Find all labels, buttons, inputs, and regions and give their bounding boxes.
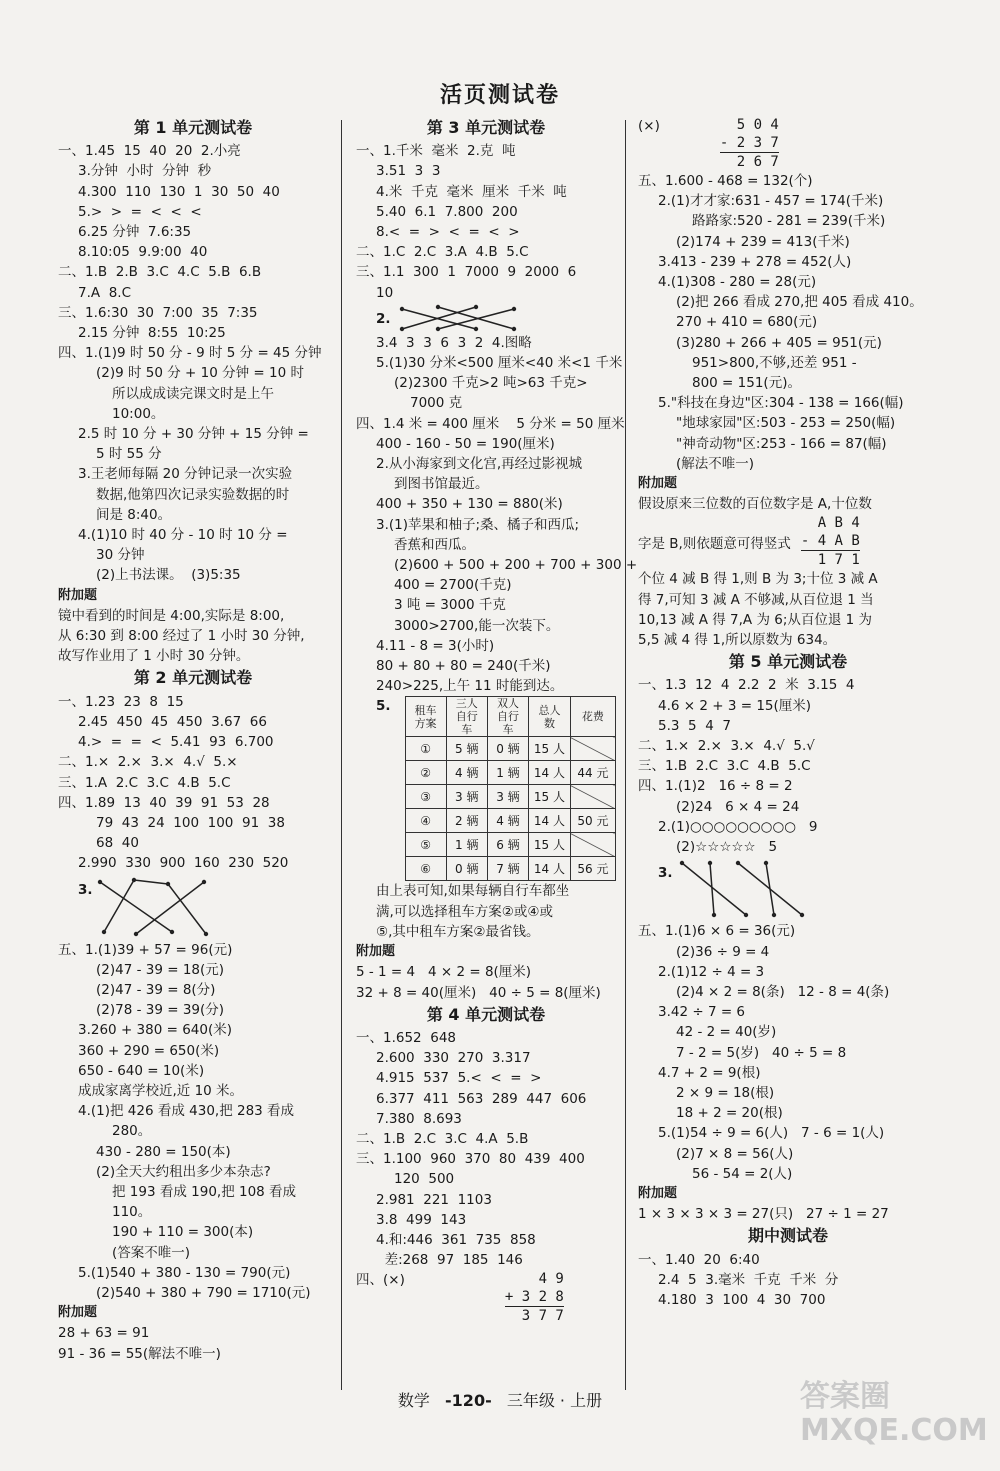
table-cell: [570, 737, 615, 761]
answer-line: 4.(1)把 426 看成 430,把 283 看成: [78, 1103, 295, 1120]
table-cell: 5 辆: [446, 737, 487, 761]
answer-line: 650 - 640 = 10(米): [78, 1062, 205, 1079]
answer-line: ⑤,其中租车方案②最省钱。: [376, 923, 540, 940]
calc-operand: - 2 3 7: [719, 135, 779, 151]
matching-lines: [674, 857, 814, 921]
answer-line: 3 吨 = 3000 千克: [394, 597, 506, 614]
answer-line: (2)全天大约租出多少本杂志?: [96, 1163, 271, 1180]
answer-line: 280。: [112, 1123, 152, 1140]
answer-line: 3.51 3 3: [376, 163, 441, 180]
page-number: -120-: [445, 1391, 492, 1410]
table-cell: 15 人: [529, 785, 571, 809]
footer-subject: 数学: [397, 1391, 430, 1410]
answer-line: 5.3 5 4 7: [658, 717, 731, 734]
answer-line: (2)上书法课。 (3)5:35: [96, 567, 241, 584]
calc-label: 四、(×): [356, 1272, 405, 1289]
answer-line: 10:00。: [112, 405, 165, 422]
answer-line: 1 × 3 × 3 × 3 = 27(只) 27 ÷ 1 = 27: [638, 1206, 889, 1223]
answer-line: 7 - 2 = 5(岁) 40 ÷ 5 = 8: [676, 1044, 847, 1061]
answer-line: 5.40 6.1 7.800 200: [376, 203, 518, 220]
answer-line: 4.6 × 2 + 3 = 15(厘米): [658, 697, 812, 714]
answer-line: 270 + 410 = 680(元): [676, 314, 818, 331]
answer-line: 6.25 分钟 7.6:35: [78, 224, 192, 241]
calc-label: (×): [638, 118, 660, 134]
answer-line: 把 193 看成 190,把 108 看成: [112, 1183, 297, 1200]
table-cell: ②: [405, 761, 446, 785]
answer-line: 3.(1)苹果和柚子;桑、橘子和西瓜;: [376, 516, 580, 533]
answer-line: 一、1.40 20 6:40: [638, 1251, 760, 1268]
answer-line: 3.260 + 380 = 640(米): [78, 1022, 233, 1039]
answer-line: 一、1.千米 毫米 2.克 吨: [356, 143, 516, 160]
answer-line: 五、1.(1)39 + 57 = 96(元): [58, 941, 233, 958]
answer-line: (2)78 - 39 = 39(分): [96, 1002, 225, 1019]
answer-line: 一、1.45 15 40 20 2.小亮: [58, 143, 241, 160]
answer-line: 5.(1)30 分米<500 厘米<40 米<1 千米: [376, 355, 623, 372]
watermark-line: 答案圈: [800, 1379, 890, 1414]
section-heading: 第 4 单元测试卷: [426, 1004, 546, 1024]
answer-line: 28 + 63 = 91: [58, 1325, 150, 1342]
answer-line: 3.413 - 239 + 278 = 452(人): [658, 253, 852, 270]
answer-line: (3)280 + 266 + 405 = 951(元): [676, 334, 882, 351]
calc-operand: - 4 A B: [800, 533, 860, 550]
answer-line: (2)2300 千克>2 吨>63 千克>: [394, 375, 588, 392]
answer-line: 5.> > = < < <: [78, 203, 202, 220]
answer-line: 4.7 + 2 = 9(根): [658, 1064, 761, 1081]
calc-top: 5 0 4: [736, 117, 779, 133]
answer-line: 四、1.(1)9 时 50 分 - 9 时 5 分 = 45 分钟: [58, 345, 322, 362]
calc-top: A B 4: [817, 515, 860, 532]
answer-line: 2.45 450 45 450 3.67 66: [78, 713, 267, 730]
answer-line: 80 + 80 + 80 = 240(千米): [376, 658, 551, 675]
answer-line: 400 + 350 + 130 = 880(米): [376, 496, 563, 513]
answer-line: 故写作业用了 1 小时 30 分钟。: [58, 648, 250, 665]
table-row: [405, 785, 615, 809]
answer-line: 四、1.4 米 = 400 厘米 5 分米 = 50 厘米: [356, 415, 625, 432]
answer-line: 7000 克: [410, 395, 463, 412]
table-cell: 15 人: [529, 737, 571, 761]
answer-line: 五、1.(1)6 × 6 = 36(元): [638, 923, 796, 940]
answer-line: 10,13 减 A 得 7,A 为 6;从百位退 1 为: [638, 611, 873, 628]
connector-line: [136, 882, 204, 934]
answer-line: 三、1.6:30 30 7:00 35 7:35: [58, 304, 258, 321]
answer-line: 2.(1)○○○○○○○○○ 9: [658, 818, 818, 835]
answer-line: 2.(1)才才家:631 - 457 = 174(千米): [658, 193, 884, 210]
table-header: 租车方案: [405, 697, 446, 737]
answer-line: 3.分钟 小时 分钟 秒: [78, 163, 212, 180]
answer-line: 91 - 36 = 55(解法不唯一): [58, 1345, 221, 1362]
page-title: 活页测试卷: [439, 83, 560, 108]
answer-line: (解法不唯一): [676, 455, 755, 472]
section-heading: 第 5 单元测试卷: [728, 652, 848, 672]
footer-grade: 三年级 · 上册: [506, 1391, 603, 1410]
answer-line: 430 - 280 = 150(本): [96, 1143, 231, 1160]
connector-line: [134, 880, 168, 884]
answer-line: (2)47 - 39 = 8(分): [96, 981, 216, 998]
answer-line: 5.(1)540 + 380 - 130 = 790(元): [78, 1264, 291, 1281]
answer-line: 400 - 160 - 50 = 190(厘米): [376, 435, 555, 452]
bonus-heading: 附加题: [58, 587, 98, 603]
answer-line: 6.377 411 563 289 447 606: [376, 1090, 587, 1107]
answer-line: 四、1.89 13 40 39 91 53 28: [58, 794, 270, 811]
answer-line: 120 500: [394, 1171, 455, 1188]
answer-line: 镜中看到的时间是 4:00,实际是 8:00,: [58, 607, 285, 624]
answer-line: 五、1.600 - 468 = 132(个): [638, 173, 813, 189]
answer-line: (2)☆☆☆☆☆ 5: [676, 839, 778, 856]
answer-line: 到图书馆最近。: [394, 476, 489, 493]
rental-table: [405, 696, 616, 881]
answer-line: 800 = 151(元)。: [692, 375, 801, 392]
table-cell: 14 人: [529, 857, 571, 881]
answer-line: 2 × 9 = 18(根): [676, 1084, 775, 1101]
section-heading: 第 2 单元测试卷: [133, 668, 253, 688]
answer-line: (2)47 - 39 = 18(元): [96, 961, 225, 978]
answer-line: 个位 4 减 B 得 1,则 B 为 3;十位 3 减 A: [638, 571, 878, 588]
table-row: [405, 833, 615, 857]
table-cell: 1 辆: [446, 833, 487, 857]
answer-line: (2)174 + 239 = 413(千米): [676, 233, 850, 250]
answer-line: 190 + 110 = 300(本): [112, 1224, 254, 1241]
table-cell: 56 元: [570, 857, 615, 881]
answer-line: 3000>2700,能一次装下。: [394, 617, 560, 634]
answer-line: 7.A 8.C: [78, 284, 132, 301]
vertical-calculation: [638, 116, 938, 171]
table-row: [405, 761, 615, 785]
answer-line: 从 6:30 到 8:00 经过了 1 小时 30 分钟,: [58, 628, 305, 645]
section-heading: 第 3 单元测试卷: [426, 118, 546, 137]
answer-line: 360 + 290 = 650(米): [78, 1042, 220, 1059]
answer-line: 4.915 537 5.< < = >: [376, 1070, 542, 1087]
answer-line: 2.(1)12 ÷ 4 = 3: [658, 963, 765, 980]
question-number: 5.: [376, 698, 391, 715]
answer-line: 2.4 5 3.毫米 千克 千米 分: [658, 1271, 839, 1288]
answer-line: 数据,他第四次记录实验数据的时: [96, 486, 290, 503]
table-header: 三人自行车: [446, 697, 487, 737]
answer-line: 2.981 221 1103: [376, 1191, 492, 1208]
answer-line: 3.42 ÷ 7 = 6: [658, 1004, 746, 1021]
answer-line: 951>800,不够,还差 951 -: [692, 354, 857, 371]
answer-line: 3.王老师每隔 20 分钟记录一次实验: [78, 466, 293, 483]
table-cell: ④: [405, 809, 446, 833]
matching-diagram: [58, 874, 328, 940]
answer-line: (答案不唯一): [112, 1244, 191, 1261]
table-cell: 50 元: [570, 809, 615, 833]
answer-line: 10: [376, 284, 394, 301]
answer-line: (2)把 266 看成 270,把 405 看成 410。: [676, 294, 923, 311]
answer-line: 56 - 54 = 2(人): [692, 1165, 793, 1182]
bonus-heading: 附加题: [638, 1185, 678, 1201]
answer-line: (2)36 ÷ 9 = 4: [676, 943, 770, 960]
table-cell: 6 辆: [487, 833, 528, 857]
calc-result: 1 7 1: [817, 552, 860, 569]
answer-line: 5."科技在身边"区:304 - 138 = 166(幅): [658, 395, 904, 412]
answer-line: 8.< = > < = < >: [376, 224, 520, 241]
answer-line: 三、1.100 960 370 80 439 400: [356, 1151, 585, 1168]
calc-operand: + 3 2 8: [504, 1289, 564, 1306]
answer-line: 42 - 2 = 40(岁): [676, 1024, 777, 1041]
table-cell: 3 辆: [487, 785, 528, 809]
answer-column-1: [58, 116, 328, 1364]
answer-line: 5 - 1 = 4 4 × 2 = 8(厘米): [356, 964, 532, 981]
answer-line: 一、1.652 648: [356, 1029, 456, 1046]
answer-line: (2)540 + 380 + 790 = 1710(元): [96, 1284, 311, 1301]
answer-line: 二、1.× 2.× 3.× 4.√ 5.√: [638, 738, 815, 755]
answer-line: 5,5 减 4 得 1,所以原数为 634。: [638, 632, 837, 649]
answer-line: (2)7 × 8 = 56(人): [676, 1145, 794, 1162]
answer-line: 2.5 时 10 分 + 30 分钟 + 15 分钟 =: [78, 426, 309, 443]
answer-line: 7.380 8.693: [376, 1110, 462, 1127]
table-cell: 15 人: [529, 833, 571, 857]
answer-line: 5.(1)54 ÷ 9 = 6(人) 7 - 6 = 1(人): [658, 1125, 885, 1142]
column-divider: [625, 120, 626, 1390]
answer-line: (2)9 时 50 分 + 10 分钟 = 10 时: [96, 365, 304, 382]
table-cell: 14 人: [529, 761, 571, 785]
answer-line: 二、1.C 2.C 3.A 4.B 5.C: [356, 244, 529, 261]
column-divider: [341, 120, 342, 1390]
answer-line: 5 时 55 分: [96, 446, 162, 463]
answer-line: 79 43 24 100 100 91 38: [96, 814, 285, 831]
answer-line: 3.4 3 3 6 3 2 4.图略: [376, 334, 532, 351]
answer-line: 满,可以选择租车方案②或④或: [376, 903, 553, 920]
answer-line: 400 = 2700(千克): [394, 577, 512, 594]
answer-line: 4.300 110 130 1 30 50 40: [78, 183, 280, 200]
answer-line: 四、1.(1)2 16 ÷ 8 = 2: [638, 778, 793, 795]
connector-line: [766, 863, 774, 915]
answer-line: 68 40: [96, 835, 139, 852]
answer-line: (2)24 6 × 4 = 24: [676, 798, 800, 815]
answer-line: 18 + 2 = 20(根): [676, 1105, 783, 1122]
table-cell: [570, 833, 615, 857]
table-cell: 14 人: [529, 809, 571, 833]
answer-line: 三、1.1 300 1 7000 9 2000 6: [356, 264, 577, 281]
table-cell: 4 辆: [446, 761, 487, 785]
calc-top: 4 9: [538, 1271, 564, 1288]
table-cell: 0 辆: [487, 737, 528, 761]
connector-line: [168, 884, 206, 934]
answer-line: 4.(1)308 - 280 = 28(元): [658, 274, 817, 291]
calc-result: 3 7 7: [521, 1308, 564, 1325]
answer-line: 110。: [112, 1204, 152, 1221]
table-cell: 0 辆: [446, 857, 487, 881]
question-number: 2.: [376, 310, 391, 327]
answer-line: 路路家:520 - 281 = 239(千米): [692, 213, 886, 230]
answer-line: "地球家园"区:503 - 253 = 250(幅): [676, 415, 896, 432]
answer-line: 2.600 330 270 3.317: [376, 1050, 531, 1067]
answer-line: (2)4 × 2 = 8(条) 12 - 8 = 4(条): [676, 983, 890, 1000]
bonus-heading: 附加题: [356, 944, 396, 960]
section-heading: 期中测试卷: [747, 1226, 828, 1246]
answer-line: 4.(1)10 时 40 分 - 10 时 10 分 =: [78, 527, 288, 544]
answer-column-2: [356, 116, 638, 1325]
bonus-heading: 附加题: [58, 1305, 98, 1321]
matching-lines: [94, 874, 254, 940]
answer-line: 二、1.B 2.B 3.C 4.C 5.B 6.B: [58, 264, 262, 281]
table-cell: 7 辆: [487, 857, 528, 881]
matching-lines: [396, 303, 526, 333]
table-header: 花费: [570, 697, 615, 737]
table-cell: ⑥: [405, 857, 446, 881]
calc-result: 2 6 7: [736, 154, 779, 170]
question-number: 3.: [78, 881, 93, 898]
answer-line: 3.8 499 143: [376, 1211, 467, 1228]
bonus-heading: 附加题: [638, 476, 678, 492]
table-cell: ③: [405, 785, 446, 809]
matching-diagram: [356, 303, 616, 333]
question-number: 3.: [658, 865, 673, 882]
answer-column-3: [638, 116, 938, 1310]
rental-table-block: [356, 696, 616, 881]
table-cell: [570, 785, 615, 809]
answer-line: 4.> = = < 5.41 93 6.700: [78, 734, 274, 751]
answer-line: 差:268 97 185 146: [376, 1252, 523, 1269]
answer-line: 240>225,上午 11 时能到达。: [376, 678, 564, 695]
answer-line: 由上表可知,如果每辆自行车都坐: [376, 883, 570, 900]
answer-line: 4.米 千克 毫米 厘米 千米 吨: [376, 183, 567, 200]
answer-line: 2.15 分钟 8:55 10:25: [78, 325, 226, 342]
answer-line: (2)600 + 500 + 200 + 700 + 300 +: [394, 557, 638, 574]
answer-line: 一、1.23 23 8 15: [58, 693, 184, 710]
table-cell: 2 辆: [446, 809, 487, 833]
answer-line: 2.从小海家到文化宫,再经过影视城: [376, 456, 583, 473]
table-cell: 4 辆: [487, 809, 528, 833]
answer-line: 香蕉和西瓜。: [394, 536, 475, 553]
table-header: 总人数: [529, 697, 571, 737]
answer-line: 所以成成读完课文时是上午: [112, 385, 274, 402]
answer-line: 二、1.× 2.× 3.× 4.√ 5.×: [58, 754, 238, 771]
table-cell: ①: [405, 737, 446, 761]
answer-line: 间是 8:40。: [96, 506, 172, 523]
answer-line: 4.和:446 361 735 858: [376, 1231, 536, 1248]
answer-line: 4.180 3 100 4 30 700: [658, 1291, 826, 1308]
vertical-calculation: [638, 514, 938, 569]
answer-line: 一、1.3 12 4 2.2 2 米 3.15 4: [638, 677, 855, 694]
answer-line: 三、1.B 2.C 3.C 4.B 5.C: [638, 758, 811, 775]
vertical-calculation: [356, 1270, 616, 1325]
table-cell: 44 元: [570, 761, 615, 785]
answer-line: 32 + 8 = 40(厘米) 40 ÷ 5 = 8(厘米): [356, 984, 601, 1001]
answer-line: 2.990 330 900 160 230 520: [78, 855, 289, 872]
answer-line: 8.10:05 9.9:00 40: [78, 244, 208, 261]
answer-line: "神奇动物"区:253 - 166 = 87(幅): [676, 435, 887, 452]
answer-line: 成成家离学校近,近 10 米。: [78, 1082, 244, 1099]
watermark-line: MXQE.COM: [800, 1413, 988, 1448]
answer-line: 二、1.B 2.C 3.C 4.A 5.B: [356, 1130, 529, 1147]
answer-line: 三、1.A 2.C 3.C 4.B 5.C: [58, 774, 231, 791]
table-cell: ⑤: [405, 833, 446, 857]
watermark: [800, 1380, 988, 1448]
answer-line: 得 7,可知 3 减 A 不够减,从百位退 1 当: [638, 591, 874, 608]
table-cell: 3 辆: [446, 785, 487, 809]
connector-line: [100, 882, 172, 932]
matching-diagram: [638, 857, 938, 921]
table-row: [405, 809, 615, 833]
table-row: [405, 857, 615, 881]
answer-line: 30 分钟: [96, 547, 145, 564]
section-heading: 第 1 单元测试卷: [133, 118, 253, 137]
calc-label: 字是 B,则依题意可得竖式: [638, 536, 791, 553]
answer-line: 假设原来三位数的百位数字是 A,十位数: [638, 496, 872, 513]
table-cell: 1 辆: [487, 761, 528, 785]
table-row: [405, 737, 615, 761]
table-header: 双人自行车: [487, 697, 528, 737]
answer-line: 4.11 - 8 = 3(小时): [376, 637, 495, 654]
